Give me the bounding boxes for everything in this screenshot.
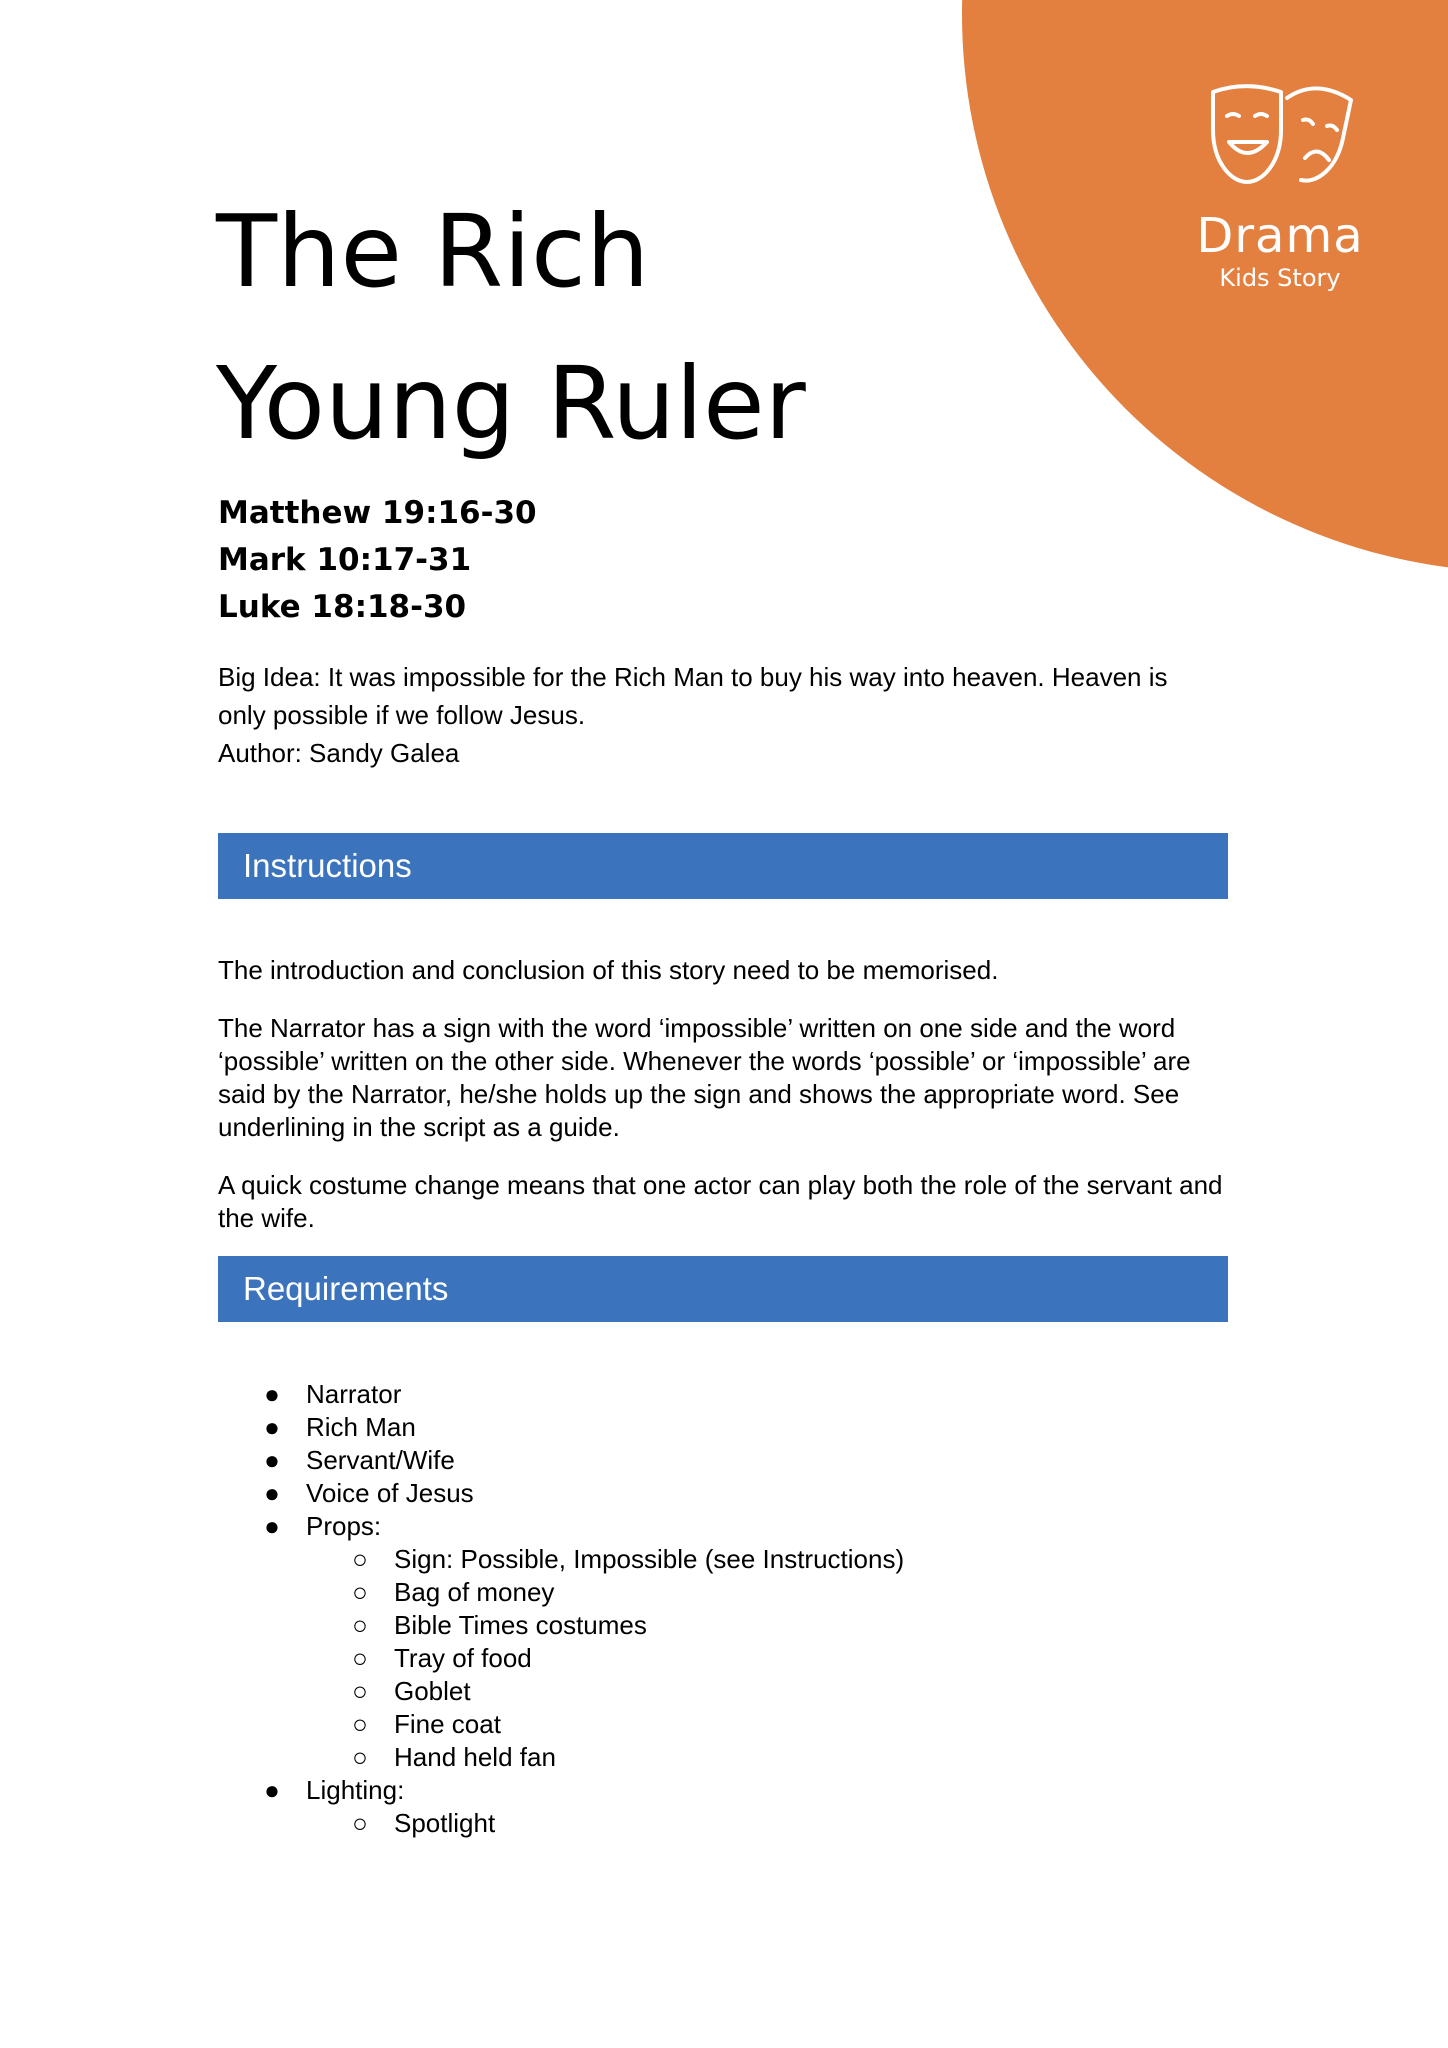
requirement-lighting: Lighting: [306,1775,405,1805]
list-item: ○ Bible Times costumes [352,1610,647,1640]
prop-goblet: Goblet [394,1676,471,1706]
theater-masks-icon [1195,80,1365,200]
prop-sign: Sign: Possible, Impossible (see Instructions) [394,1544,905,1574]
list-item: ○ Hand held fan [352,1742,556,1772]
list-item: ● Rich Man [264,1412,416,1442]
list-item: ● Props: [264,1511,382,1541]
list-item: ● Lighting: [264,1775,405,1805]
requirements-list [0,1378,904,1840]
list-item: ○ Spotlight [352,1808,496,1838]
list-item: ● Servant/Wife [264,1445,455,1475]
list-item: ○ Tray of food [352,1643,532,1673]
title-line-1: The Rich [216,193,650,310]
list-item: ○ Bag of money [352,1577,555,1607]
list-item: ● Narrator [264,1379,402,1409]
prop-bag-of-money: Bag of money [394,1577,555,1607]
lighting-spotlight: Spotlight [394,1808,496,1838]
prop-costumes: Bible Times costumes [394,1610,647,1640]
instructions-paragraph-3: A quick costume change means that one actor can play both the role of the servant and the wife. [218,1170,1223,1233]
reference-mark: Mark 10:17-31 [218,542,472,578]
page-title [216,176,806,480]
big-idea-line-2: only possible if we follow Jesus. [218,700,586,730]
list-item: ○ Fine coat [352,1709,501,1739]
requirement-narrator: Narrator [306,1379,402,1409]
requirement-voice-of-jesus: Voice of Jesus [306,1478,474,1508]
prop-hand-held-fan: Hand held fan [394,1742,556,1772]
requirement-servant-wife: Servant/Wife [306,1445,455,1475]
prop-fine-coat: Fine coat [394,1709,501,1739]
requirement-props: Props: [306,1511,382,1541]
badge-title: Drama [1196,208,1364,264]
instructions-heading: Instructions [218,833,1228,899]
big-idea-line-1: Big Idea: It was impossible for the Rich Man to buy his way into heaven. Heaven is [218,662,1168,692]
badge-subtitle: Kids Story [1219,264,1341,292]
instructions-body [218,954,1228,1260]
title-line-2: Young Ruler [216,345,806,462]
big-idea-block [218,658,1228,772]
scripture-references [218,490,537,631]
author: Author: Sandy Galea [218,738,460,768]
reference-luke: Luke 18:18-30 [218,589,467,625]
list-item: ○ Sign: Possible, Impossible (see Instructions) [352,1544,905,1574]
instructions-paragraph-2: The Narrator has a sign with the word ‘impossible’ written on one side and the word ‘possible’ written on the other side. Whenever the words ‘possible’ or ‘impossible’ are said by the Narrator, he/she holds up the sign and shows the appropriate word. See underlining in the script as a guide. [218,1013,1191,1142]
list-item: ● Voice of Jesus [264,1478,474,1508]
list-item: ○ Goblet [352,1676,471,1706]
requirements-heading: Requirements [218,1256,1228,1322]
reference-matthew: Matthew 19:16-30 [218,495,537,531]
prop-tray-of-food: Tray of food [394,1643,532,1673]
requirement-rich-man: Rich Man [306,1412,416,1442]
drama-badge [1170,80,1390,292]
instructions-paragraph-1: The introduction and conclusion of this story need to be memorised. [218,955,999,985]
